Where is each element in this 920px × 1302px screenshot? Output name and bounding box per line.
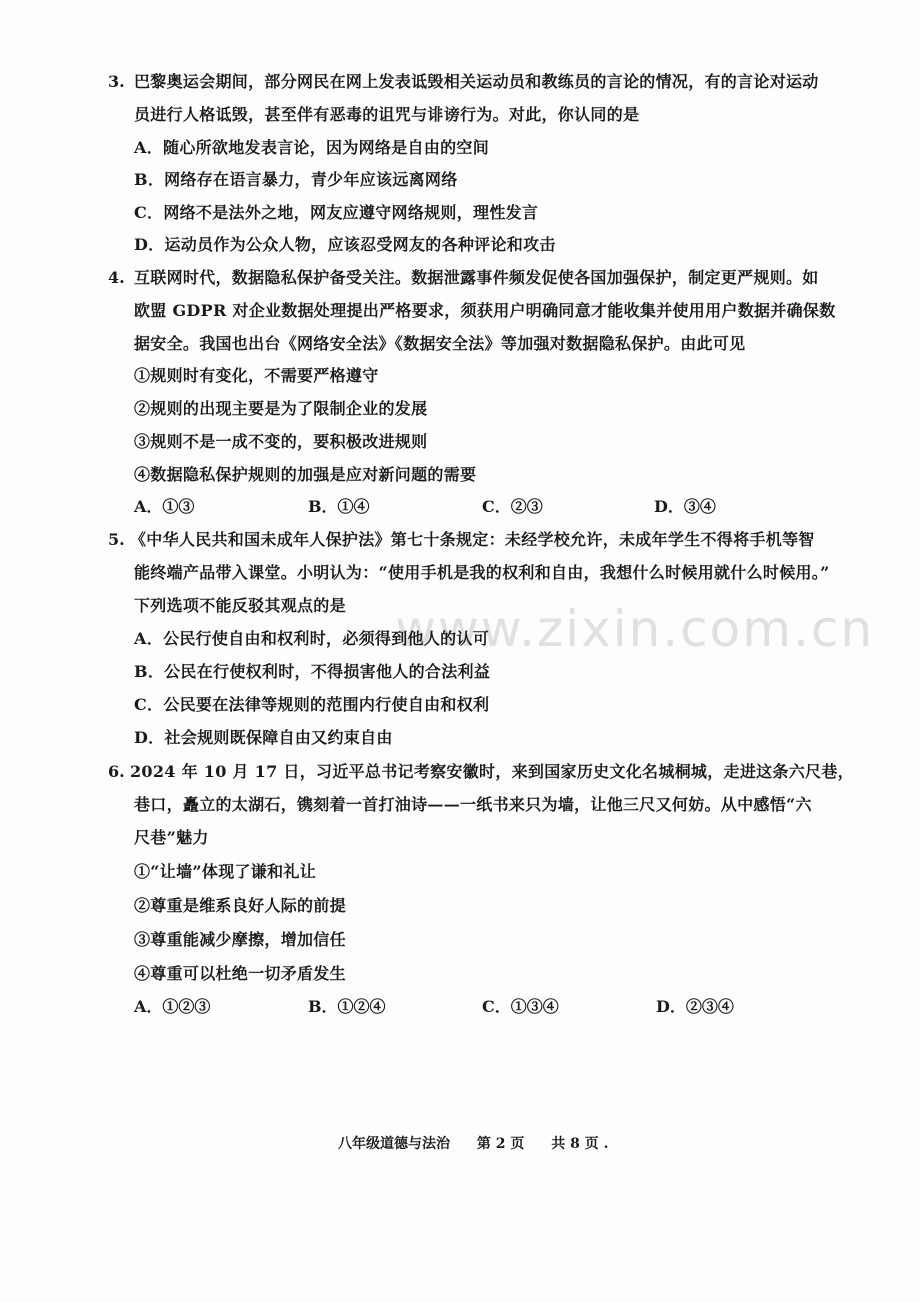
statement-2: ②规则的出现主要是为了限制企业的发展 bbox=[134, 399, 428, 418]
statement-2: ②尊重是维系良好人际的前提 bbox=[134, 896, 346, 915]
statement-4: ④尊重可以杜绝一切矛盾发生 bbox=[134, 964, 346, 983]
option-d: D．③④ bbox=[654, 497, 716, 516]
option-c: C．公民要在法律等规则的范围内行使自由和权利 bbox=[134, 695, 490, 714]
option-a: A．随心所欲地发表言论，因为网络是自由的空间 bbox=[134, 138, 490, 157]
options-row bbox=[134, 497, 754, 517]
option-d: D．社会规则既保障自由又约束自由 bbox=[134, 728, 393, 747]
option-b: B．公民在行使权利时，不得损害他人的合法利益 bbox=[134, 662, 491, 681]
footer-page-number: 第 2 页 bbox=[476, 1136, 525, 1152]
question-text-line: 巴黎奥运会期间，部分网民在网上发表诋毁相关运动员和教练员的言论的情况，有的言论对运动 bbox=[134, 72, 819, 91]
statement-3: ③规则不是一成不变的，要积极改进规则 bbox=[134, 432, 428, 451]
question-text-line: 员进行人格诋毁，甚至伴有恶毒的诅咒与诽谤行为。对此，你认同的是 bbox=[134, 105, 640, 124]
option-b: B．①④ bbox=[308, 497, 370, 516]
option-b: B．网络存在语言暴力，青少年应该远离网络 bbox=[134, 170, 458, 189]
option-c: C．②③ bbox=[482, 497, 543, 516]
question-text-line: 下列选项不能反驳其观点的是 bbox=[134, 596, 346, 615]
question-text-line: 欧盟 GDPR 对企业数据处理提出严格要求，须获用户明确同意才能收集并使用用户数据并确保数 bbox=[134, 301, 836, 320]
question-text-line: 《中华人民共和国未成年人保护法》第七十条规定：未经学校允许，未成年学生不得将手机等智 bbox=[130, 530, 815, 549]
option-c: C．网络不是法外之地，网友应遵守网络规则，理性发言 bbox=[134, 203, 539, 222]
option-b: B．①②④ bbox=[308, 997, 386, 1016]
question-text-line: 能终端产品带入课堂。小明认为：“使用手机是我的权利和自由，我想什么时候用就什么时候用。” bbox=[134, 563, 830, 582]
question-text-line: 尺巷”魅力 bbox=[134, 828, 209, 847]
option-d: D．②③④ bbox=[656, 997, 734, 1016]
question-text-line: 互联网时代，数据隐私保护备受关注。数据泄露事件频发促使各国加强保护，制定更严规则。如 bbox=[134, 268, 819, 287]
option-a: A．①②③ bbox=[134, 997, 211, 1016]
question-text-line: 据安全。我国也出台《网络安全法》《数据安全法》等加强对数据隐私保护。由此可见 bbox=[134, 334, 746, 353]
option-a: A．公民行使自由和权利时，必须得到他人的认可 bbox=[134, 629, 490, 648]
option-c: C．①③④ bbox=[482, 997, 559, 1016]
option-a: A．①③ bbox=[134, 497, 195, 516]
question-text-line: 巷口，矗立的太湖石，镌刻着一首打油诗——一纸书来只为墙，让他三尺又何妨。从中感悟“六 bbox=[134, 795, 812, 814]
option-d: D．运动员作为公众人物，应该忍受网友的各种评论和攻击 bbox=[134, 235, 556, 254]
page-footer bbox=[338, 1133, 631, 1153]
question-number: 4. bbox=[108, 268, 125, 287]
options-row bbox=[134, 997, 774, 1017]
question-number: 5. bbox=[108, 530, 125, 549]
question-number: 3. bbox=[108, 72, 125, 91]
footer-total-pages: 共 8 页 . bbox=[551, 1136, 609, 1152]
question-number: 6. bbox=[108, 762, 125, 781]
statement-3: ③尊重能减少摩擦，增加信任 bbox=[134, 930, 346, 949]
footer-subject: 八年级道德与法治 bbox=[338, 1136, 450, 1152]
statement-1: ①“让墙”体现了谦和礼让 bbox=[134, 862, 317, 881]
statement-1: ①规则时有变化，不需要严格遵守 bbox=[134, 366, 379, 385]
statement-4: ④数据隐私保护规则的加强是应对新问题的需要 bbox=[134, 465, 477, 484]
watermark: www.zixin.com.cn bbox=[395, 600, 875, 658]
question-text-line: 2024 年 10 月 17 日，习近平总书记考察安徽时，来到国家历史文化名城桐城，走进这条六尺巷， bbox=[130, 762, 854, 781]
